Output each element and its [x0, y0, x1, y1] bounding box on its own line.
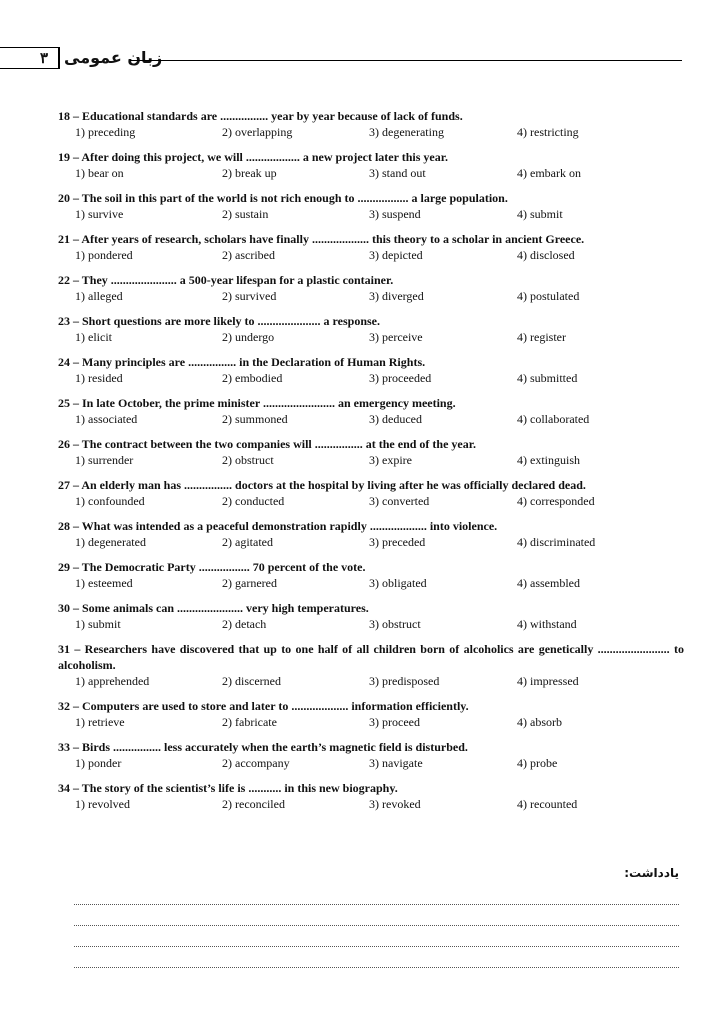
question-dash: –: [70, 355, 82, 369]
answer-option-1[interactable]: 1) associated: [75, 412, 138, 426]
question-text: In late October, the prime minister ........................ an emergency meeting.: [82, 396, 456, 410]
answer-option-4[interactable]: 4) collaborated: [517, 412, 590, 426]
question-dash: –: [70, 740, 82, 754]
question-number: 31: [58, 642, 70, 656]
answer-option-4[interactable]: 4) restricting: [517, 125, 579, 139]
answer-option-1[interactable]: 1) ponder: [75, 756, 122, 770]
question-number: 32: [58, 699, 70, 713]
question-number: 28: [58, 519, 70, 533]
header-rule: [130, 60, 682, 61]
answer-options: [58, 493, 684, 509]
answer-option-2[interactable]: 2) obstruct: [222, 453, 274, 467]
question-stem: [58, 190, 684, 206]
question-dash: –: [70, 699, 82, 713]
answer-options: [58, 411, 684, 427]
page-number: ۳: [40, 51, 49, 67]
question-number: 18: [58, 109, 70, 123]
answer-option-4[interactable]: 4) register: [517, 330, 566, 344]
question-text: An elderly man has ................ doctors at the hospital by living after he was officially declared dead.: [81, 478, 586, 492]
answer-option-3[interactable]: 3) proceeded: [369, 371, 432, 385]
answer-option-3[interactable]: 3) suspend: [369, 207, 421, 221]
question-item: [58, 313, 684, 345]
answer-option-2[interactable]: 2) fabricate: [222, 715, 277, 729]
answer-option-2[interactable]: 2) overlapping: [222, 125, 293, 139]
question-item: [58, 780, 684, 812]
answer-option-1[interactable]: 1) esteemed: [75, 576, 133, 590]
answer-options: [58, 755, 684, 771]
answer-options: [58, 206, 684, 222]
question-stem: [58, 698, 684, 714]
question-text: The soil in this part of the world is not rich enough to ................. a large population.: [81, 191, 508, 205]
answer-option-3[interactable]: 3) perceive: [369, 330, 423, 344]
answer-option-1[interactable]: 1) confounded: [75, 494, 145, 508]
question-stem: [58, 231, 684, 247]
question-item: [58, 739, 684, 771]
answer-option-2[interactable]: 2) summoned: [222, 412, 288, 426]
question-text: Many principles are ................ in the Declaration of Human Rights.: [82, 355, 426, 369]
question-text: They ...................... a 500-year lifespan for a plastic container.: [81, 273, 394, 287]
question-item: [58, 477, 684, 509]
question-text: The contract between the two companies will ................ at the end of the year.: [81, 437, 476, 451]
question-item: [58, 395, 684, 427]
question-dash: –: [70, 519, 82, 533]
answer-option-1[interactable]: 1) revolved: [75, 797, 130, 811]
question-text: Educational standards are ................ year by year because of lack of funds.: [82, 109, 463, 123]
answer-option-1[interactable]: 1) preceding: [75, 125, 136, 139]
answer-option-4[interactable]: 4) recounted: [517, 797, 578, 811]
answer-option-3[interactable]: 3) diverged: [369, 289, 424, 303]
answer-option-2[interactable]: 2) undergo: [222, 330, 275, 344]
page-number-box: [0, 47, 60, 69]
answer-option-1[interactable]: 1) pondered: [75, 248, 133, 262]
question-stem: [58, 641, 684, 673]
answer-option-2[interactable]: 2) agitated: [222, 535, 273, 549]
answer-options: [58, 673, 684, 689]
question-text: Researchers have discovered that up to one half of all children born of alcoholics are genetically ........................ to alcoholism.: [58, 642, 685, 672]
answer-option-1[interactable]: 1) survive: [75, 207, 124, 221]
answer-option-4[interactable]: 4) submitted: [517, 371, 578, 385]
question-stem: [58, 600, 684, 616]
question-stem: [58, 559, 684, 575]
question-text: After doing this project, we will .................. a new project later this year.: [81, 150, 448, 164]
section-title: زبان عمومی: [64, 48, 163, 67]
question-number: 29: [58, 560, 70, 574]
answer-option-1[interactable]: 1) retrieve: [75, 715, 125, 729]
question-text: The story of the scientist’s life is ........... in this new biography.: [81, 781, 398, 795]
question-item: [58, 698, 684, 730]
answer-option-3[interactable]: 3) deduced: [369, 412, 422, 426]
question-number: 23: [58, 314, 70, 328]
question-stem: [58, 354, 684, 370]
question-stem: [58, 395, 684, 411]
answer-option-3[interactable]: 3) expire: [369, 453, 412, 467]
answer-option-2[interactable]: 2) detach: [222, 617, 267, 631]
question-stem: [58, 313, 684, 329]
question-text: Computers are used to store and later to ................... information efficiently.: [82, 699, 469, 713]
answer-option-1[interactable]: 1) apprehended: [75, 674, 150, 688]
answer-option-2[interactable]: 2) ascribed: [222, 248, 275, 262]
question-stem: [58, 149, 684, 165]
answer-option-1[interactable]: 1) surrender: [75, 453, 134, 467]
question-item: [58, 600, 684, 632]
question-dash: –: [70, 232, 82, 246]
question-item: [58, 518, 684, 550]
question-number: 24: [58, 355, 70, 369]
answer-option-4[interactable]: 4) postulated: [517, 289, 580, 303]
answer-option-2[interactable]: 2) conducted: [222, 494, 285, 508]
answer-options: [58, 165, 684, 181]
answer-option-3[interactable]: 3) revoked: [369, 797, 421, 811]
question-text: The Democratic Party ................. 70 percent of the vote.: [81, 560, 366, 574]
answer-options: [58, 714, 684, 730]
answer-option-4[interactable]: 4) corresponded: [517, 494, 595, 508]
question-number: 21: [58, 232, 70, 246]
answer-option-3[interactable]: 3) obstruct: [369, 617, 421, 631]
question-item: [58, 108, 684, 140]
note-line[interactable]: [74, 926, 679, 947]
question-list: [58, 108, 684, 821]
answer-option-3[interactable]: 3) degenerating: [369, 125, 444, 139]
answer-option-2[interactable]: 2) survived: [222, 289, 277, 303]
question-number: 20: [58, 191, 70, 205]
answer-options: [58, 247, 684, 263]
question-number: 27: [58, 478, 70, 492]
answer-option-2[interactable]: 2) embodied: [222, 371, 283, 385]
answer-option-2[interactable]: 2) discerned: [222, 674, 281, 688]
answer-option-4[interactable]: 4) absorb: [517, 715, 562, 729]
answer-options: [58, 575, 684, 591]
question-dash: –: [70, 601, 82, 615]
question-text: Birds ................ less accurately when the earth’s magnetic field is disturbed.: [82, 740, 468, 754]
answer-option-2[interactable]: 2) sustain: [222, 207, 269, 221]
question-dash: –: [70, 314, 82, 328]
answer-option-1[interactable]: 1) submit: [75, 617, 121, 631]
answer-options: [58, 329, 684, 345]
note-line[interactable]: [74, 905, 679, 926]
answer-option-1[interactable]: 1) elicit: [75, 330, 112, 344]
question-dash: –: [70, 109, 82, 123]
answer-options: [58, 616, 684, 632]
question-number: 25: [58, 396, 70, 410]
answer-option-3[interactable]: 3) preceded: [369, 535, 426, 549]
question-stem: [58, 780, 684, 796]
question-stem: [58, 436, 684, 452]
notes-section: [74, 866, 679, 968]
answer-option-4[interactable]: 4) embark on: [517, 166, 581, 180]
answer-option-4[interactable]: 4) extinguish: [517, 453, 580, 467]
answer-option-3[interactable]: 3) proceed: [369, 715, 420, 729]
notes-title: یادداشت:: [624, 866, 679, 880]
answer-option-1[interactable]: 1) resided: [75, 371, 123, 385]
question-item: [58, 149, 684, 181]
question-stem: [58, 477, 684, 493]
answer-option-2[interactable]: 2) reconciled: [222, 797, 285, 811]
answer-option-3[interactable]: 3) converted: [369, 494, 430, 508]
answer-options: [58, 288, 684, 304]
answer-option-2[interactable]: 2) accompany: [222, 756, 290, 770]
question-item: [58, 436, 684, 468]
answer-options: [58, 796, 684, 812]
answer-options: [58, 370, 684, 386]
answer-option-3[interactable]: 3) navigate: [369, 756, 423, 770]
answer-option-4[interactable]: 4) probe: [517, 756, 558, 770]
answer-options: [58, 124, 684, 140]
answer-option-1[interactable]: 1) alleged: [75, 289, 123, 303]
answer-option-4[interactable]: 4) discriminated: [517, 535, 596, 549]
question-stem: [58, 108, 684, 124]
answer-option-2[interactable]: 2) break up: [222, 166, 277, 180]
answer-option-4[interactable]: 4) impressed: [517, 674, 579, 688]
question-dash: –: [70, 396, 82, 410]
answer-option-3[interactable]: 3) obligated: [369, 576, 427, 590]
question-item: [58, 231, 684, 263]
question-dash: –: [70, 642, 85, 656]
question-dash: –: [70, 478, 82, 492]
question-item: [58, 272, 684, 304]
question-stem: [58, 739, 684, 755]
question-text: What was intended as a peaceful demonstration rapidly ................... into violence.: [81, 519, 498, 533]
question-number: 30: [58, 601, 70, 615]
answer-options: [58, 452, 684, 468]
question-text: After years of research, scholars have finally ................... this theory to a scholar in ancient Greece.: [81, 232, 585, 246]
answer-options: [58, 534, 684, 550]
question-dash: –: [70, 191, 82, 205]
answer-option-1[interactable]: 1) degenerated: [75, 535, 146, 549]
page-header: [0, 47, 690, 69]
question-stem: [58, 272, 684, 288]
answer-option-2[interactable]: 2) garnered: [222, 576, 277, 590]
answer-option-1[interactable]: 1) bear on: [75, 166, 124, 180]
answer-option-3[interactable]: 3) depicted: [369, 248, 423, 262]
question-item: [58, 641, 684, 689]
answer-option-4[interactable]: 4) disclosed: [517, 248, 575, 262]
question-text: Short questions are more likely to ..................... a response.: [82, 314, 381, 328]
question-item: [58, 190, 684, 222]
answer-option-4[interactable]: 4) withstand: [517, 617, 577, 631]
question-dash: –: [70, 781, 82, 795]
question-number: 26: [58, 437, 70, 451]
question-dash: –: [70, 560, 82, 574]
note-line[interactable]: [74, 947, 679, 968]
answer-option-4[interactable]: 4) assembled: [517, 576, 580, 590]
answer-option-4[interactable]: 4) submit: [517, 207, 563, 221]
question-number: 34: [58, 781, 70, 795]
question-dash: –: [70, 273, 82, 287]
question-number: 19: [58, 150, 70, 164]
question-dash: –: [70, 437, 82, 451]
question-text: Some animals can ...................... very high temperatures.: [82, 601, 369, 615]
question-item: [58, 354, 684, 386]
question-dash: –: [70, 150, 82, 164]
question-stem: [58, 518, 684, 534]
question-number: 33: [58, 740, 70, 754]
question-item: [58, 559, 684, 591]
answer-option-3[interactable]: 3) stand out: [369, 166, 426, 180]
answer-option-3[interactable]: 3) predisposed: [369, 674, 440, 688]
question-number: 22: [58, 273, 70, 287]
note-line[interactable]: [74, 884, 679, 905]
